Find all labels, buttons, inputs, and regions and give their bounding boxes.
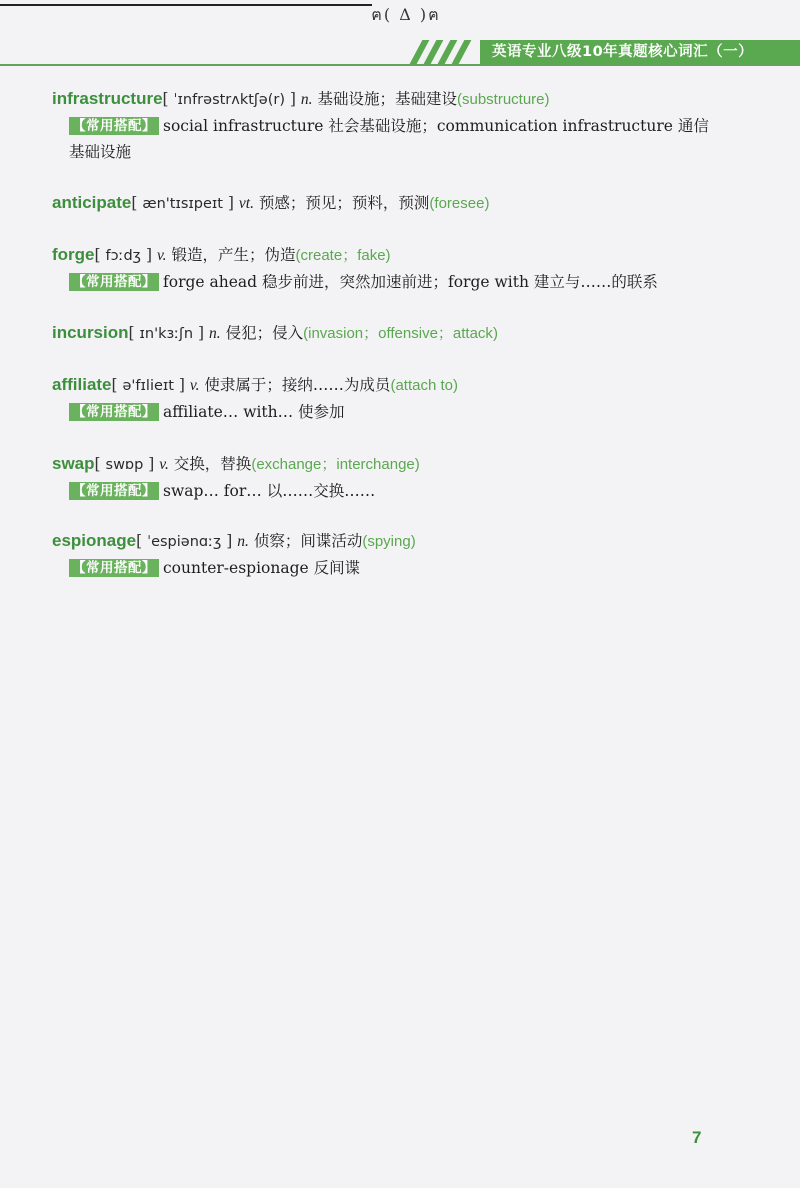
collocation-text: counter-espionage 反间谍 — [163, 559, 361, 577]
collocation-text: swap… for… 以……交换…… — [163, 482, 376, 500]
definition: 侵犯；侵入 — [225, 324, 304, 342]
collocation-line — [52, 555, 752, 581]
headword: incursion — [52, 323, 129, 342]
part-of-speech: v. — [189, 377, 200, 394]
entry-headline: incursion[ ɪn'kɜːʃn ] n. 侵犯；侵入(invasion；offensive；attack) — [52, 323, 498, 342]
entry-headline: affiliate[ ə'fɪlieɪt ] v. 使隶属于；接纳……为成员(attach to) — [52, 375, 458, 394]
entry-headline: forge[ fɔːdʒ ] v. 锻造，产生；伪造(create；fake) — [52, 245, 391, 264]
vocab-entry-infrastructure — [52, 86, 752, 165]
synonyms: spying — [367, 533, 411, 550]
collocation-line — [52, 478, 752, 504]
collocation-text: social infrastructure 社会基础设施；communication infrastructure 通信 — [163, 117, 709, 135]
definition: 锻造，产生；伪造 — [171, 246, 296, 264]
collocation-tag: 【常用搭配】 — [69, 117, 159, 135]
collocation-line — [52, 113, 752, 139]
vocab-entry-incursion — [52, 320, 752, 347]
collocation-line — [52, 269, 752, 295]
collocation-continued: 基础设施 — [69, 143, 132, 161]
synonyms: attach to — [395, 377, 453, 394]
collocation-tag: 【常用搭配】 — [69, 482, 159, 500]
synonyms: exchange；interchange — [256, 456, 415, 473]
entry-headline: infrastructure[ ˈɪnfrəstrʌktʃə(r) ] n. 基础设施；基础建设(substructure) — [52, 89, 550, 108]
synonyms: create；fake — [300, 247, 386, 264]
definition: 基础设施；基础建设 — [317, 90, 457, 108]
header-stripes-decoration — [410, 40, 480, 64]
phonetic: swɒp — [105, 457, 144, 473]
collocation-text: affiliate… with… 使参加 — [163, 403, 345, 421]
page-number: 7 — [692, 1128, 702, 1147]
part-of-speech: v. — [159, 456, 169, 473]
part-of-speech: vt. — [238, 195, 254, 212]
phonetic: æn'tɪsɪpeɪt — [142, 196, 223, 212]
top-rule — [0, 4, 372, 6]
phonetic: ˈespiənɑːʒ — [147, 534, 222, 550]
headword: espionage — [52, 531, 137, 550]
synonyms: invasion；offensive；attack — [308, 325, 493, 342]
entry-headline: anticipate[ æn'tɪsɪpeɪt ] vt. 预感；预见；预料，预测(foresee) — [52, 193, 490, 212]
headword: infrastructure — [52, 89, 163, 108]
vocab-entry-anticipate — [52, 190, 752, 217]
phonetic: ə'fɪlieɪt — [122, 378, 174, 394]
vocab-entry-forge — [52, 242, 752, 295]
definition: 使隶属于；接纳……为成员 — [204, 376, 391, 394]
phonetic: ˈɪnfrəstrʌktʃə(r) — [173, 92, 285, 108]
collocation-tag: 【常用搭配】 — [69, 559, 159, 577]
header-title: 英语专业八级10年真题核心词汇（一） — [480, 40, 800, 64]
collocation-text: forge ahead 稳步前进，突然加速前进；forge with 建立与……的联系 — [163, 273, 658, 291]
synonyms: foresee — [434, 195, 485, 212]
part-of-speech: n. — [209, 325, 221, 342]
headword: anticipate — [52, 193, 132, 212]
collocation-line — [52, 399, 752, 425]
part-of-speech: n. — [237, 533, 249, 550]
headword: forge — [52, 245, 95, 264]
headword: affiliate — [52, 375, 112, 394]
headword: swap — [52, 454, 95, 473]
vocab-entry-swap — [52, 451, 752, 504]
collocation-tag: 【常用搭配】 — [69, 403, 159, 421]
part-of-speech: n. — [300, 91, 313, 108]
definition: 侦察；间谍活动 — [253, 532, 363, 550]
phonetic: fɔːdʒ — [105, 248, 142, 264]
definition: 交换，替换 — [173, 455, 252, 473]
definition: 预感；预见；预料，预测 — [258, 194, 430, 212]
phonetic: ɪn'kɜːʃn — [139, 326, 194, 342]
running-header — [0, 40, 800, 66]
vocab-entry-affiliate — [52, 372, 752, 425]
collocation-tag: 【常用搭配】 — [69, 273, 159, 291]
part-of-speech: v. — [156, 247, 167, 264]
entry-headline: espionage[ ˈespiənɑːʒ ] n. 侦察；间谍活动(spying) — [52, 531, 416, 550]
entry-headline: swap[ swɒp ] v. 交换，替换(exchange；interchange) — [52, 454, 420, 473]
synonyms: substructure — [461, 91, 545, 108]
vocab-entry-espionage — [52, 528, 752, 581]
top-emoticon-mark: ฅ( Δ )ฅ — [371, 5, 441, 24]
